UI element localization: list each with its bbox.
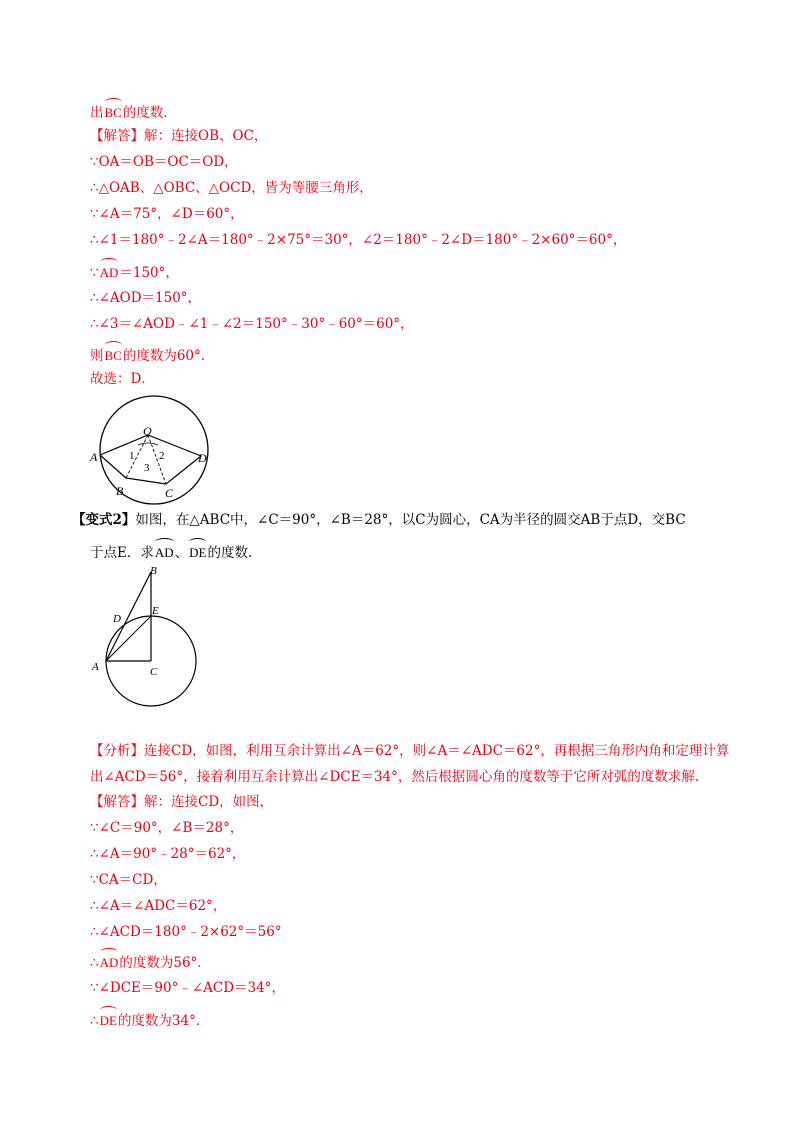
triangle-figure-2 bbox=[90, 560, 210, 710]
arc-ad: AD bbox=[100, 260, 119, 283]
sol1-line-5: ∴∠1＝180°﹣2∠A＝180°﹣2×75°＝30°，∠2＝180°﹣2∠D＝180°﹣2×60°＝60°， bbox=[90, 232, 627, 248]
text: 如图，在△ABC中，∠C＝90°，∠B＝28°，以C为圆心，CA为半径的圆交AB于点D，交BC bbox=[135, 512, 686, 528]
label-a: A bbox=[92, 661, 99, 673]
label-a: A bbox=[90, 450, 98, 464]
arc-bc: BC bbox=[105, 100, 122, 123]
sol1-line-3: ∴△OAB、△OBC、△OCD，皆为等腰三角形， bbox=[90, 180, 373, 196]
analysis-paragraph: 【分析】连接CD，如图，利用互余计算出∠A＝62°，则∠A＝∠ADC＝62°，再根据三角形内角和定理计算出∠ACD＝56°，接着利用互余计算出∠DCE＝34°，然后根据圆心角的度数等于它所对弧的度数求解． bbox=[90, 743, 730, 785]
text: ∵ bbox=[90, 265, 99, 281]
variant2-line-1 bbox=[72, 510, 686, 530]
text: ＝150°， bbox=[119, 265, 179, 281]
answer-line-8: ∵∠DCE＝90°﹣∠ACD＝34°， bbox=[90, 980, 285, 996]
label-d: D bbox=[198, 451, 207, 465]
text: ∴ bbox=[90, 1013, 99, 1029]
answer-line-3: ∴∠A＝90°﹣28°＝62°， bbox=[90, 846, 246, 862]
sol1-line-4: ∵∠A＝75°，∠D＝60°， bbox=[90, 206, 244, 222]
text: 则 bbox=[90, 348, 104, 364]
arc-bc: BC bbox=[105, 343, 122, 366]
sol1-line-9 bbox=[90, 343, 214, 366]
text: 的度数． bbox=[207, 545, 262, 561]
text: 出 bbox=[90, 105, 104, 121]
sol1-line-6 bbox=[90, 260, 179, 283]
sol1-line-0 bbox=[90, 100, 177, 123]
arc-de: DE bbox=[100, 1008, 117, 1031]
text: 、 bbox=[174, 545, 189, 561]
label-b: B bbox=[116, 484, 124, 498]
text: 于点E．求 bbox=[90, 545, 154, 561]
text: 的度数． bbox=[122, 105, 177, 121]
label-e: E bbox=[152, 605, 159, 617]
answer-line-6: ∴∠ACD＝180°﹣2×62°＝56° bbox=[90, 924, 282, 940]
text: 的度数为34°． bbox=[117, 1013, 210, 1029]
label-c: C bbox=[150, 666, 158, 678]
label-d: D bbox=[113, 613, 121, 625]
answer-line-7 bbox=[90, 950, 211, 973]
text: 的度数为56°． bbox=[119, 955, 211, 971]
sol1-line-8: ∴∠3＝∠AOD﹣∠1﹣∠2＝150°﹣30°﹣60°＝60°， bbox=[90, 316, 414, 332]
arc-ad: AD bbox=[155, 540, 174, 563]
label-c: C bbox=[165, 486, 174, 500]
answer-line-1: 【解答】解：连接CD，如图， bbox=[90, 794, 274, 810]
answer-line-5: ∴∠A＝∠ADC＝62°， bbox=[90, 898, 227, 914]
sol1-line-1: 【解答】解：连接OB、OC， bbox=[90, 128, 268, 144]
label-angle-3: 3 bbox=[144, 462, 150, 474]
answer-line-4: ∵CA＝CD， bbox=[90, 872, 167, 888]
label-o: O bbox=[143, 424, 152, 438]
label-angle-1: 1 bbox=[129, 450, 135, 462]
sol1-line-10: 故选：D． bbox=[90, 371, 155, 387]
sol1-line-7: ∴∠AOD＝150°， bbox=[90, 290, 202, 306]
label-angle-2: 2 bbox=[159, 450, 165, 462]
text: 的度数为60°． bbox=[122, 348, 215, 364]
text: ∴ bbox=[90, 955, 99, 971]
circle-figure-1 bbox=[88, 395, 223, 505]
sol1-line-2: ∵OA＝OB＝OC＝OD， bbox=[90, 154, 238, 170]
label-b: B bbox=[150, 565, 157, 577]
arc-de: DE bbox=[189, 540, 206, 563]
arc-ad: AD bbox=[100, 950, 119, 973]
answer-line-9 bbox=[90, 1008, 209, 1031]
variant-tag: 【变式2】 bbox=[72, 512, 136, 528]
answer-line-2: ∵∠C＝90°，∠B＝28°， bbox=[90, 820, 244, 836]
